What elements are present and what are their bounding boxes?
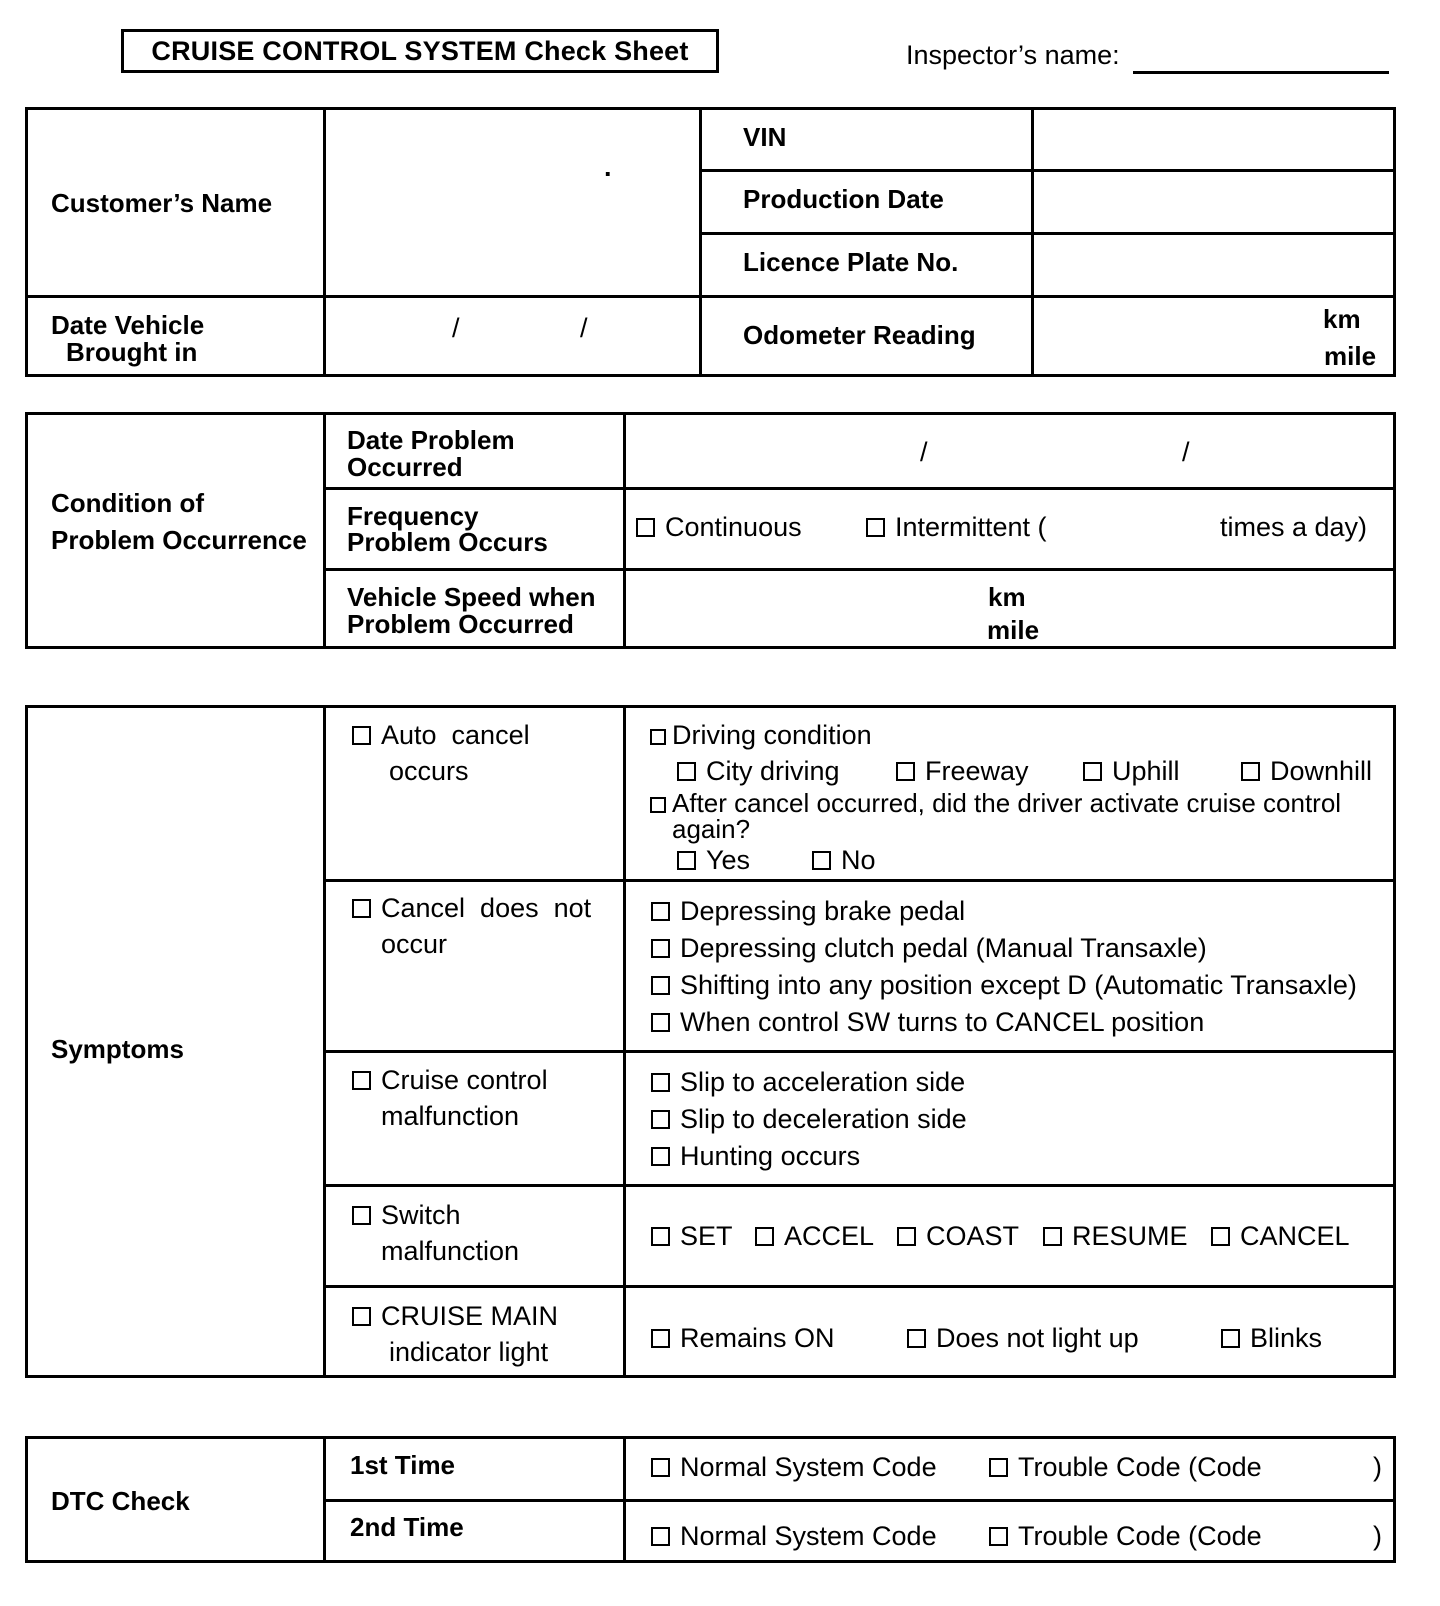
checkbox-icon[interactable] (1221, 1329, 1240, 1348)
speed-label-line2: Problem Occurred (347, 609, 574, 639)
clutch-pedal-option[interactable]: Depressing clutch pedal (Manual Transaxle) (651, 933, 1207, 963)
date-brought-separator: / (452, 313, 460, 343)
coast-option[interactable]: COAST (897, 1221, 1019, 1251)
second-trouble-code-option[interactable]: Trouble Code (Code (989, 1521, 1262, 1551)
after-cancel-label-line2: again? (672, 814, 751, 844)
speed-unit-mile: mile (987, 615, 1040, 645)
downhill-option[interactable]: Downhill (1241, 756, 1372, 786)
switch-malfunction-option[interactable]: Switch (352, 1200, 461, 1230)
first-time-label: 1st Time (350, 1450, 456, 1480)
dtc-check-label: DTC Check (51, 1486, 190, 1516)
indicator-light-option[interactable]: CRUISE MAIN (352, 1301, 558, 1331)
auto-cancel-option[interactable]: Auto cancel (352, 720, 530, 750)
vin-field[interactable] (1034, 110, 1393, 169)
cruise-malfunction-option[interactable]: Cruise control (352, 1065, 548, 1095)
resume-option[interactable]: RESUME (1043, 1221, 1188, 1251)
checkbox-icon[interactable] (352, 1071, 371, 1090)
driving-condition-option[interactable]: Driving condition (650, 720, 872, 750)
date-problem-separator: / (1182, 437, 1190, 467)
indicator-light-label-line2: indicator light (389, 1337, 549, 1367)
date-problem-separator: / (920, 437, 928, 467)
checkbox-icon[interactable] (352, 1206, 371, 1225)
checkbox-icon[interactable] (651, 1073, 670, 1092)
odometer-unit-km: km (1323, 304, 1361, 334)
hunting-option[interactable]: Hunting occurs (651, 1141, 860, 1171)
sheet-title: CRUISE CONTROL SYSTEM Check Sheet (121, 29, 719, 73)
checkbox-icon[interactable] (989, 1527, 1008, 1546)
first-trouble-code-option[interactable]: Trouble Code (Code (989, 1452, 1262, 1482)
checkbox-icon[interactable] (352, 1307, 371, 1326)
checkbox-icon[interactable] (636, 518, 655, 537)
blinks-option[interactable]: Blinks (1221, 1323, 1322, 1353)
remains-on-option[interactable]: Remains ON (651, 1323, 835, 1353)
checkbox-icon[interactable] (677, 762, 696, 781)
condition-label-line2: Problem Occurrence (51, 525, 307, 555)
customer-name-field[interactable]: . (604, 152, 612, 182)
odometer-label: Odometer Reading (743, 320, 976, 350)
customer-name-label: Customer’s Name (51, 188, 273, 218)
does-not-light-option[interactable]: Does not light up (907, 1323, 1139, 1353)
checkbox-icon[interactable] (1241, 762, 1260, 781)
checkbox-icon[interactable] (651, 1227, 670, 1246)
condition-label-line1: Condition of (51, 488, 205, 518)
vin-label: VIN (743, 122, 787, 152)
speed-unit-km: km (988, 582, 1026, 612)
shifting-option[interactable]: Shifting into any position except D (Automatic Transaxle) (651, 970, 1357, 1000)
licence-plate-field[interactable] (1034, 235, 1393, 295)
checkbox-icon[interactable] (896, 762, 915, 781)
checkbox-icon[interactable] (1211, 1227, 1230, 1246)
date-brought-separator: / (580, 313, 588, 343)
freeway-option[interactable]: Freeway (896, 756, 1029, 786)
checkbox-icon[interactable] (812, 851, 831, 870)
auto-cancel-label-line2: occurs (389, 756, 469, 786)
after-cancel-option[interactable]: After cancel occurred, did the driver activate cruise control (650, 788, 1341, 818)
second-time-label: 2nd Time (350, 1512, 464, 1542)
date-brought-label-line1: Date Vehicle (51, 310, 205, 340)
odometer-unit-mile: mile (1324, 341, 1377, 371)
checkbox-icon[interactable] (907, 1329, 926, 1348)
cancel-not-occur-option[interactable]: Cancel does not (352, 893, 591, 923)
frequency-label-line2: Problem Occurs (347, 527, 548, 557)
control-sw-cancel-option[interactable]: When control SW turns to CANCEL position (651, 1007, 1204, 1037)
no-option[interactable]: No (812, 845, 876, 875)
checkbox-icon[interactable] (897, 1227, 916, 1246)
checkbox-icon[interactable] (651, 1458, 670, 1477)
slip-acceleration-option[interactable]: Slip to acceleration side (651, 1067, 965, 1097)
cancel-option[interactable]: CANCEL (1211, 1221, 1350, 1251)
checkbox-icon[interactable] (651, 1329, 670, 1348)
second-close-paren: ) (1373, 1521, 1382, 1551)
checkbox-icon[interactable] (650, 797, 666, 813)
checkbox-icon[interactable] (651, 1147, 670, 1166)
checkbox-icon[interactable] (352, 899, 371, 918)
production-date-field[interactable] (1034, 172, 1393, 232)
checkbox-icon[interactable] (651, 902, 670, 921)
checkbox-icon[interactable] (989, 1458, 1008, 1477)
slip-deceleration-option[interactable]: Slip to deceleration side (651, 1104, 967, 1134)
uphill-option[interactable]: Uphill (1083, 756, 1180, 786)
licence-plate-label: Licence Plate No. (743, 247, 959, 277)
date-problem-label-line1: Date Problem (347, 425, 515, 455)
cancel-not-occur-label-line2: occur (381, 929, 448, 959)
date-brought-label-line2: Brought in (66, 337, 198, 367)
checkbox-icon[interactable] (651, 1013, 670, 1032)
checkbox-icon[interactable] (1043, 1227, 1062, 1246)
checkbox-icon[interactable] (651, 1527, 670, 1546)
continuous-option[interactable]: Continuous (636, 512, 802, 542)
brake-pedal-option[interactable]: Depressing brake pedal (651, 896, 965, 926)
second-normal-code-option[interactable]: Normal System Code (651, 1521, 937, 1551)
inspector-name-label: Inspector’s name: (906, 40, 1120, 70)
checkbox-icon[interactable] (352, 726, 371, 745)
date-problem-label-line2: Occurred (347, 452, 463, 482)
cruise-malfunction-label-line2: malfunction (381, 1101, 520, 1131)
frequency-label-line1: Frequency (347, 501, 479, 531)
checkbox-icon[interactable] (866, 518, 885, 537)
first-normal-code-option[interactable]: Normal System Code (651, 1452, 937, 1482)
times-a-day-label: times a day) (1220, 512, 1368, 542)
checkbox-icon[interactable] (677, 851, 696, 870)
production-date-label: Production Date (743, 184, 944, 214)
checkbox-icon[interactable] (1083, 762, 1102, 781)
city-driving-option[interactable]: City driving (677, 756, 840, 786)
speed-label-line1: Vehicle Speed when (347, 582, 596, 612)
checkbox-icon[interactable] (651, 1110, 670, 1129)
intermittent-option[interactable]: Intermittent ( (866, 512, 1047, 542)
symptoms-label: Symptoms (51, 1034, 184, 1064)
checkbox-icon[interactable] (650, 729, 666, 745)
set-option[interactable]: SET (651, 1221, 733, 1251)
checkbox-icon[interactable] (755, 1227, 774, 1246)
yes-option[interactable]: Yes (677, 845, 750, 875)
switch-malfunction-label-line2: malfunction (381, 1236, 520, 1266)
checkbox-icon[interactable] (651, 939, 670, 958)
accel-option[interactable]: ACCEL (755, 1221, 874, 1251)
first-close-paren: ) (1373, 1452, 1382, 1482)
inspector-name-field[interactable] (1133, 71, 1389, 74)
checkbox-icon[interactable] (651, 976, 670, 995)
